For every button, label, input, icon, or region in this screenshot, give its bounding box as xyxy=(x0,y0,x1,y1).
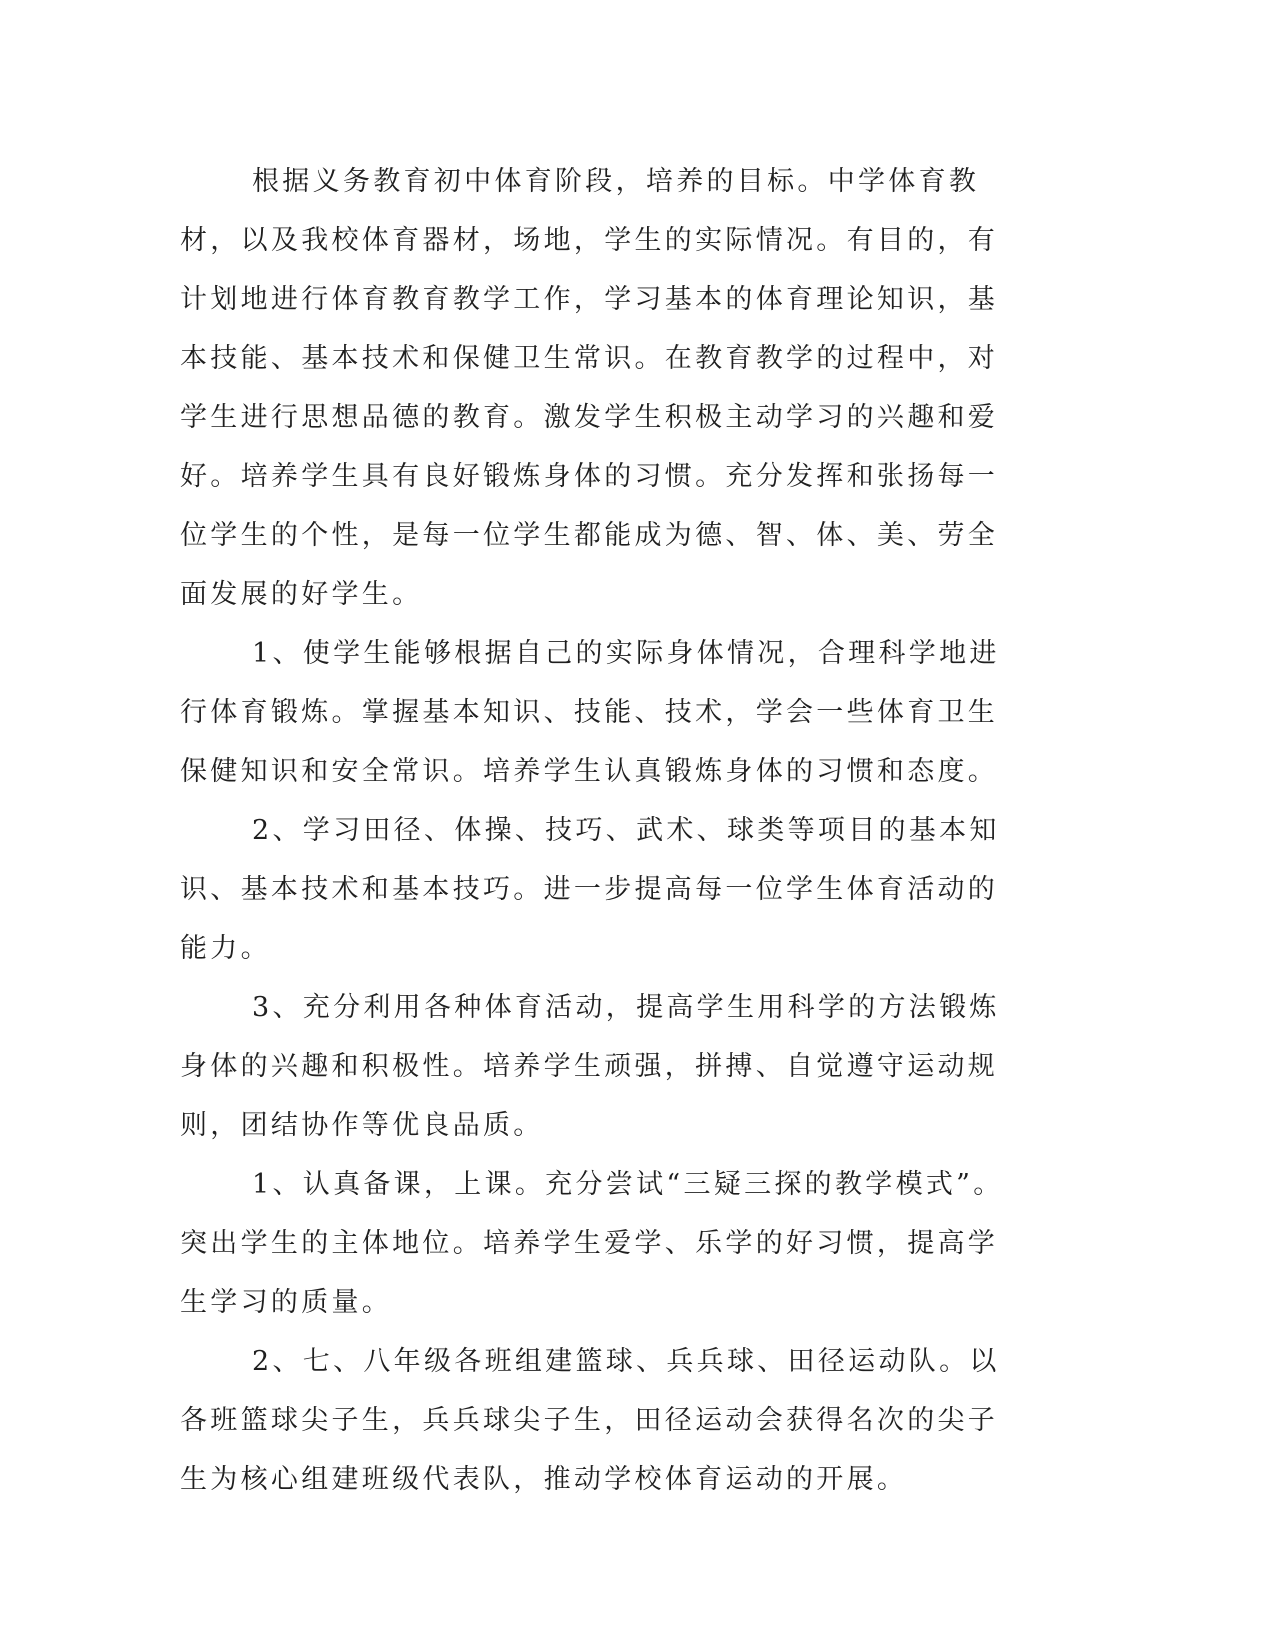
paragraph-goal-3: 3、充分利用各种体育活动，提高学生用科学的方法锻炼身体的兴趣和积极性。培养学生顽强，拼搏、自觉遵守运动规则，团结协作等优良品质。 xyxy=(180,992,1000,1141)
document-body xyxy=(180,152,1020,1509)
paragraph-goal-2: 2、学习田径、体操、技巧、武术、球类等项目的基本知识、基本技术和基本技巧。进一步提高每一位学生体育活动的能力。 xyxy=(180,815,1000,964)
paragraph-goals-intro: 根据义务教育初中体育阶段，培养的目标。中学体育教材，以及我校体育器材，场地，学生的实际情况。有目的，有计划地进行体育教育教学工作，学习基本的体育理论知识，基本技能、基本技术和保健卫生常识。在教育教学的过程中，对学生进行思想品德的教育。激发学生积极主动学习的兴趣和爱好。培养学生具有良好锻炼身体的习惯。充分发挥和张扬每一位学生的个性，是每一位学生都能成为德、智、体、美、劳全面发展的好学生。 xyxy=(180,166,999,610)
paragraph-measure-1: 1、认真备课，上课。充分尝试“三疑三探的教学模式”。突出学生的主体地位。培养学生爱学、乐学的好习惯，提高学生学习的质量。 xyxy=(180,1169,1004,1318)
paragraph-measure-2: 2、七、八年级各班组建篮球、兵兵球、田径运动队。以各班篮球尖子生，兵兵球尖子生，田径运动会获得名次的尖子生为核心组建班级代表队，推动学校体育运动的开展。 xyxy=(180,1346,1000,1495)
paragraph-goal-1: 1、使学生能够根据自己的实际身体情况，合理科学地进行体育锻炼。掌握基本知识、技能、技术，学会一些体育卫生保健知识和安全常识。培养学生认真锻炼身体的习惯和态度。 xyxy=(180,638,1000,787)
